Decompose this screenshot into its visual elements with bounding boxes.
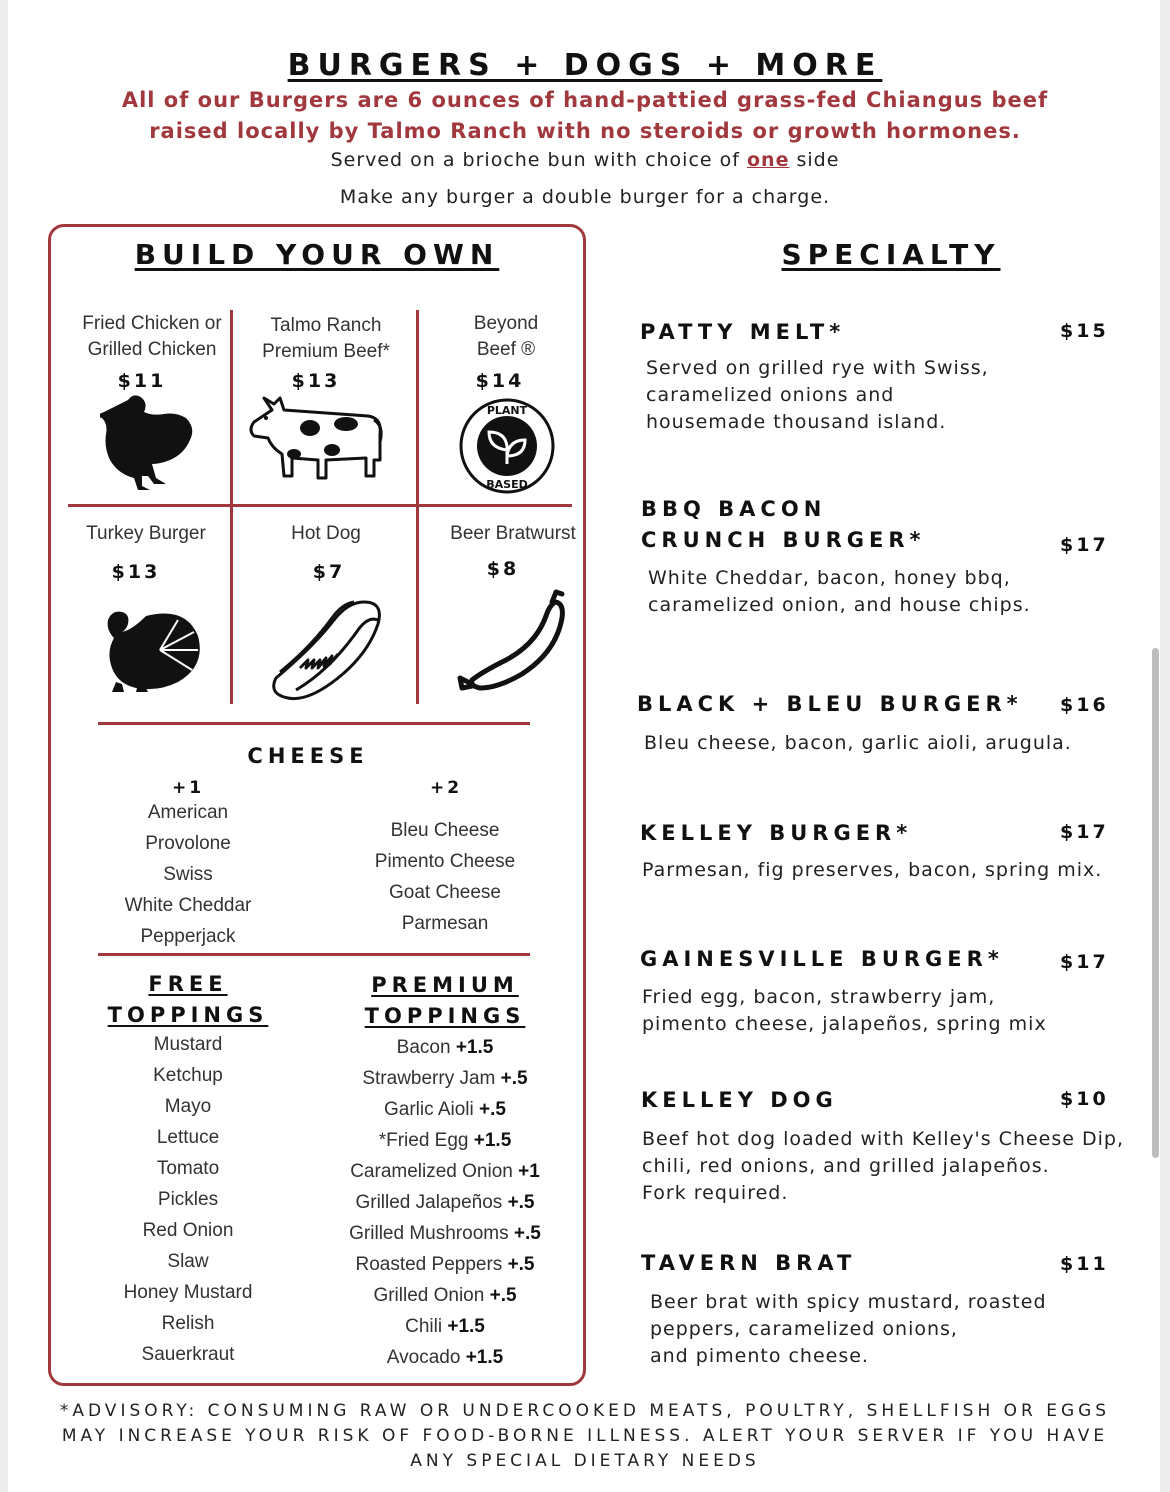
list-item: Grilled Jalapeños +.5 [355, 1192, 535, 1213]
protein-hotdog-price: $7 [312, 561, 346, 583]
cow-icon [248, 388, 388, 486]
specialty-item-desc: Served on grilled rye with Swiss, caramelized onions and housemade thousand island. [646, 357, 989, 433]
list-item: Tomato [156, 1158, 220, 1179]
list-item: Garlic Aioli +.5 [384, 1099, 506, 1120]
list-item: Ketchup [153, 1065, 223, 1086]
list-item: Roasted Peppers +.5 [355, 1254, 535, 1275]
sausage-icon [456, 584, 568, 696]
build-your-own-title: BUILD YOUR OWN [134, 238, 500, 271]
list-item: Relish [161, 1313, 215, 1334]
chicken-icon [100, 390, 196, 492]
specialty-item-desc: Bleu cheese, bacon, garlic aioli, arugula. [644, 732, 1072, 754]
svg-text:PLANT: PLANT [486, 404, 528, 417]
list-item: Parmesan [401, 913, 489, 934]
bun-note: Served on a brioche bun with choice of one side [330, 149, 840, 171]
list-item: Mustard [153, 1034, 223, 1055]
specialty-item-price: $11 [1060, 1253, 1109, 1275]
svg-text:BASED: BASED [486, 478, 528, 491]
specialty-item-name: TAVERN BRAT [641, 1251, 857, 1275]
protein-beef-label: Talmo Ranch Premium Beef* [262, 315, 390, 362]
list-item: Mayo [164, 1096, 212, 1117]
specialty-item-name: PATTY MELT* [640, 320, 846, 344]
specialty-item-name: BBQ BACON CRUNCH BURGER* [641, 497, 926, 552]
turkey-icon [86, 596, 204, 694]
one-side-emphasis: one [747, 149, 790, 171]
list-item: Chili +1.5 [405, 1316, 485, 1337]
list-item: Pimento Cheese [374, 851, 516, 872]
grid-divider [416, 310, 419, 704]
list-item: Bacon +1.5 [396, 1037, 494, 1058]
specialty-item-price: $17 [1060, 821, 1109, 843]
scrollbar[interactable] [1152, 648, 1159, 1158]
specialty-item-price: $17 [1060, 534, 1109, 556]
specialty-item-desc: Beef hot dog loaded with Kelley's Cheese Dip, chili, red onions, and grilled jalapeños. Fork required. [642, 1128, 1125, 1204]
protein-beef-price: $13 [291, 370, 341, 392]
grid-divider [230, 310, 233, 704]
specialty-item-name: KELLEY DOG [641, 1088, 838, 1112]
list-item: American [147, 802, 229, 823]
list-item: Pepperjack [140, 926, 236, 947]
specialty-item-price: $10 [1060, 1088, 1109, 1110]
protein-beyond-price: $14 [475, 370, 525, 392]
free-toppings-list [88, 1029, 288, 1370]
double-burger-note: Make any burger a double burger for a charge. [339, 186, 831, 208]
specialty-item-name: KELLEY BURGER* [640, 821, 913, 845]
protein-brat-label: Beer Bratwurst [450, 523, 576, 544]
protein-turkey-price: $13 [111, 561, 161, 583]
list-item: Avocado +1.5 [386, 1347, 504, 1368]
hot-dog-icon [266, 594, 386, 704]
protein-chicken-label: Fried Chicken or Grilled Chicken [82, 313, 222, 360]
list-item: Bleu Cheese [390, 820, 500, 841]
cheese-tier2-price: +2 [429, 778, 463, 798]
list-item: Goat Cheese [389, 882, 501, 903]
specialty-item-name: GAINESVILLE BURGER* [640, 947, 1004, 971]
list-item: Sauerkraut [141, 1344, 235, 1365]
list-item: White Cheddar [124, 895, 252, 916]
specialty-item-price: $16 [1060, 694, 1109, 716]
list-item: Lettuce [156, 1127, 220, 1148]
beef-note-line1: All of our Burgers are 6 ounces of hand-pattied grass-fed Chiangus beef [121, 88, 1049, 112]
list-item: Grilled Mushrooms +.5 [349, 1223, 541, 1244]
specialty-item-desc: Beer brat with spicy mustard, roasted peppers, caramelized onions, and pimento cheese. [650, 1291, 1047, 1367]
list-item: Honey Mustard [123, 1282, 253, 1303]
premium-toppings-title: PREMIUM TOPPINGS [364, 973, 526, 1028]
specialty-item-desc: White Cheddar, bacon, honey bbq, caramelized onion, and house chips. [648, 567, 1031, 616]
list-item: Slaw [167, 1251, 209, 1272]
list-item: Pickles [157, 1189, 219, 1210]
menu-title: BURGERS + DOGS + MORE [287, 48, 883, 83]
cheese-title: CHEESE [247, 744, 369, 768]
grid-divider [68, 504, 572, 507]
protein-hotdog-label: Hot Dog [291, 523, 361, 544]
list-item: Swiss [163, 864, 213, 885]
protein-turkey-label: Turkey Burger [86, 523, 206, 544]
specialty-item-desc: Fried egg, bacon, strawberry jam, pimento cheese, jalapeños, spring mix [642, 986, 1047, 1035]
specialty-item-price: $17 [1060, 951, 1109, 973]
protein-chicken-price: $11 [117, 370, 167, 392]
protein-brat-price: $8 [486, 558, 520, 580]
specialty-item-desc: Parmesan, fig preserves, bacon, spring mix. [642, 859, 1103, 881]
section-divider [98, 722, 530, 725]
specialty-item-name: BLACK + BLEU BURGER* [637, 692, 1023, 716]
food-advisory: *ADVISORY: CONSUMING RAW OR UNDERCOOKED MEATS, POULTRY, SHELLFISH OR EGGS MAY INCREASE YOUR RISK OF FOOD-BORNE ILLNESS. ALERT YOUR SERVER IF YOU HAVE ANY SPECIAL DIETARY NEEDS [59, 1401, 1111, 1471]
cheese-tier1-price: +1 [171, 778, 205, 798]
beef-note-line2: raised locally by Talmo Ranch with no steroids or growth hormones. [149, 119, 1021, 143]
section-divider [98, 953, 530, 956]
premium-toppings-list [324, 1032, 566, 1373]
free-toppings-title: FREE TOPPINGS [107, 972, 269, 1027]
list-item: *Fried Egg +1.5 [378, 1130, 512, 1151]
plant-based-badge-icon [456, 398, 558, 494]
list-item: Red Onion [142, 1220, 234, 1241]
list-item: Grilled Onion +.5 [373, 1285, 517, 1306]
specialty-item-price: $15 [1060, 320, 1109, 342]
list-item: Provolone [145, 833, 231, 854]
list-item: Caramelized Onion +1 [350, 1161, 540, 1182]
protein-beyond-label: Beyond Beef ® [473, 313, 539, 360]
specialty-title: SPECIALTY [781, 238, 1001, 271]
cheese-tier2-list [354, 815, 536, 939]
cheese-tier1-list [98, 797, 278, 952]
list-item: Strawberry Jam +.5 [362, 1068, 528, 1089]
